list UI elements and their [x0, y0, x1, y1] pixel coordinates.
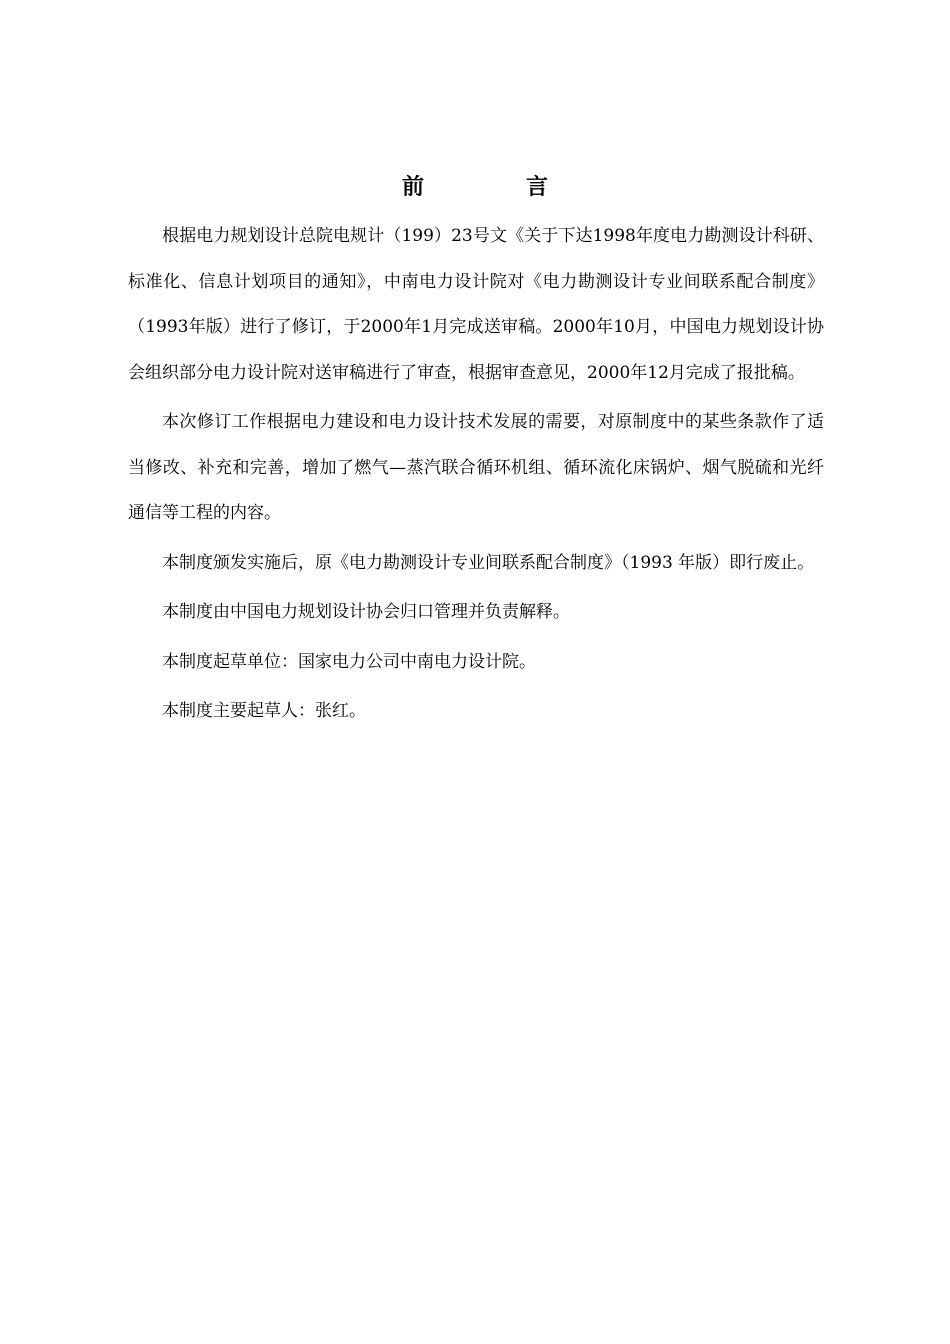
paragraph-administration: 本制度由中国电力规划设计协会归口管理并负责解释。 — [162, 602, 570, 622]
paragraph-supersession: 本制度颁发实施后，原《电力勘测设计专业间联系配合制度》（1993 年版）即行废止。 — [162, 552, 815, 573]
paragraph-revision-content: 本次修订工作根据电力建设和电力设计技术发展的需要，对原制度中的某些条款作了适当修改、补充和完善，增加了燃气—蒸汽联合循环机组、循环流化床锅炉、烟气脱硫和光纤通信等工程的内容。 — [128, 412, 824, 523]
page-title: 前 言 — [401, 174, 588, 200]
paragraph-revision-background: 根据电力规划设计总院电规计（199）23号文《关于下达1998年度电力勘测设计科研、标准化、信息计划项目的通知》，中南电力设计院对《电力勘测设计专业间联系配合制度》（1993年版）进行了修订，于2000年1月完成送审稿。2000年10月，中国电力规划设计协会组织部分电力设计院对送审稿进行了审查，根据审查意见，2000年12月完成了报批稿。 — [128, 226, 824, 383]
paragraph-drafter: 本制度主要起草人：张红。 — [162, 701, 366, 721]
document-body — [128, 214, 824, 739]
paragraph-drafting-unit: 本制度起草单位：国家电力公司中南电力设计院。 — [162, 651, 536, 672]
